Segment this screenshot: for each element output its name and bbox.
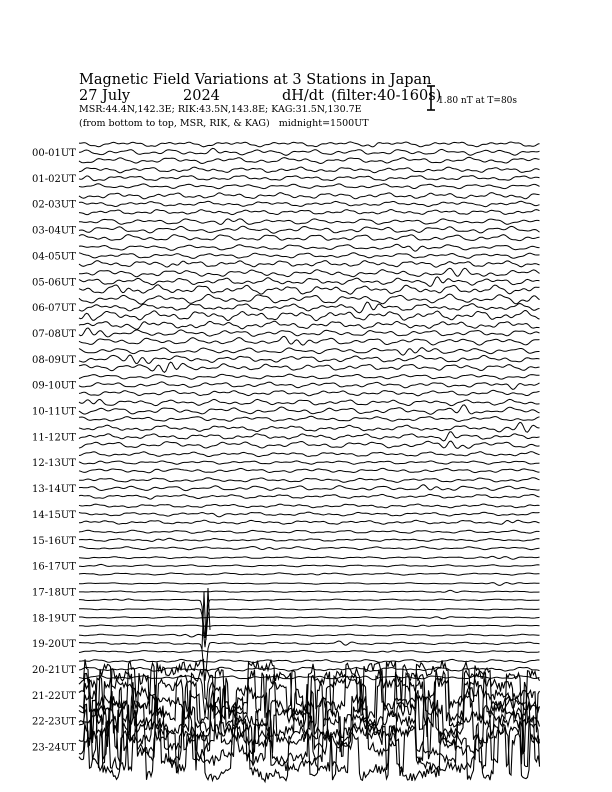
- trace-rik: [79, 226, 540, 233]
- row-label: 23-24UT: [32, 742, 76, 754]
- trace-msr: [79, 390, 540, 396]
- row-label: 00-01UT: [32, 148, 76, 159]
- trace-msr: [79, 573, 540, 575]
- trace-kag: [79, 659, 540, 662]
- row-label: 09-10UT: [32, 380, 76, 392]
- trace-kag: [79, 609, 540, 648]
- filter-label: (filter:40-160s): [331, 88, 442, 104]
- scale-bar: [427, 86, 435, 110]
- trace-kag: [79, 583, 540, 586]
- row-label: 02-03UT: [32, 199, 76, 211]
- trace-rik: [79, 485, 540, 491]
- trace-rik: [79, 667, 540, 671]
- trace-msr: [79, 157, 540, 163]
- trace-rik: [79, 302, 540, 313]
- row-label: 16-17UT: [32, 561, 76, 573]
- row-label: 13-14UT: [32, 484, 76, 496]
- trace-msr: [79, 441, 540, 448]
- trace-rik: [79, 405, 540, 414]
- trace-rik: [79, 148, 540, 155]
- trace-msr: [79, 651, 540, 653]
- trace-kag: [79, 530, 540, 533]
- trace-msr: [79, 468, 540, 472]
- row-label: 21-22UT: [32, 690, 76, 702]
- trace-rik: [79, 538, 540, 541]
- row-label: 07-08UT: [32, 328, 76, 340]
- stations-line: MSR:44.4N,142.3E; RIK:43.5N,143.8E; KAG:31.5N,130.7E: [79, 104, 362, 115]
- trace-rik: [79, 512, 540, 517]
- trace-kag: [79, 399, 540, 405]
- row-label: 12-13UT: [32, 458, 76, 470]
- trace-kag: [79, 504, 540, 508]
- row-label: 08-09UT: [32, 354, 76, 366]
- row-label: 15-16UT: [32, 535, 76, 547]
- row-label: 14-15UT: [32, 509, 76, 521]
- trace-rik: [79, 590, 540, 592]
- trace-msr: [79, 285, 540, 294]
- trace-rik: [79, 328, 540, 337]
- row-label: 10-11UT: [32, 406, 76, 418]
- trace-kag: [79, 478, 540, 483]
- trace-kag: [79, 321, 540, 329]
- trace-msr: [79, 416, 540, 421]
- row-label: 19-20UT: [32, 639, 76, 651]
- trace-kag: [79, 294, 540, 304]
- trace-kag: [79, 244, 540, 251]
- trace-rik: [79, 564, 540, 566]
- row-label: 01-02UT: [32, 173, 76, 185]
- trace-rik: [79, 382, 540, 389]
- chart-title: Magnetic Field Variations at 3 Stations in Japan: [79, 72, 432, 88]
- row-labels: [32, 148, 76, 754]
- row-label: 04-05UT: [32, 251, 76, 263]
- trace-kag: [79, 193, 540, 199]
- trace-msr: [79, 235, 540, 241]
- trace-kag: [79, 452, 540, 457]
- trace-msr: [79, 311, 540, 321]
- row-label: 11-12UT: [32, 432, 76, 444]
- trace-rik: [79, 201, 540, 206]
- trace-rik: [79, 277, 540, 287]
- trace-msr: [79, 520, 540, 524]
- row-label: 20-21UT: [32, 665, 76, 676]
- quantity-label: dH/dt: [282, 88, 324, 104]
- row-label: 03-04UT: [32, 225, 76, 237]
- trace-msr: [79, 547, 540, 550]
- trace-rik: [79, 176, 540, 181]
- trace-msr: [79, 184, 540, 189]
- date-year: 2024: [183, 88, 220, 104]
- trace-kag: [79, 268, 540, 276]
- trace-kag: [79, 556, 540, 559]
- trace-kag: [79, 422, 540, 432]
- trace-rik: [79, 461, 540, 464]
- trace-rik: [79, 432, 540, 441]
- trace-msr: [79, 210, 540, 215]
- row-label: 18-19UT: [32, 613, 76, 625]
- trace-rik: [79, 355, 540, 364]
- trace-kag: [79, 167, 540, 173]
- row-label: 17-18UT: [32, 587, 76, 599]
- scale-bar-label: 1.80 nT at T=80s: [438, 96, 518, 106]
- row-label: 22-23UT: [32, 716, 76, 728]
- row-label: 05-06UT: [32, 277, 76, 289]
- trace-msr: [79, 494, 540, 499]
- trace-kag: [79, 348, 540, 356]
- row-label: 06-07UT: [32, 303, 76, 315]
- trace-msr: [79, 625, 540, 627]
- trace-kag: [79, 219, 540, 225]
- trace-kag: [79, 142, 540, 147]
- trace-msr: [79, 599, 540, 638]
- trace-kag: [79, 374, 540, 379]
- date-day-month: 27 July: [79, 88, 131, 104]
- trace-rik: [79, 253, 540, 259]
- traces: [79, 142, 540, 782]
- trace-kag: [79, 634, 540, 637]
- midnight-note: midnight=1500UT: [278, 118, 369, 129]
- trace-msr: [79, 336, 540, 345]
- trace-rik: [79, 617, 540, 619]
- trace-msr: [79, 261, 540, 268]
- order-note: (from bottom to top, MSR, RIK, & KAG): [79, 118, 270, 129]
